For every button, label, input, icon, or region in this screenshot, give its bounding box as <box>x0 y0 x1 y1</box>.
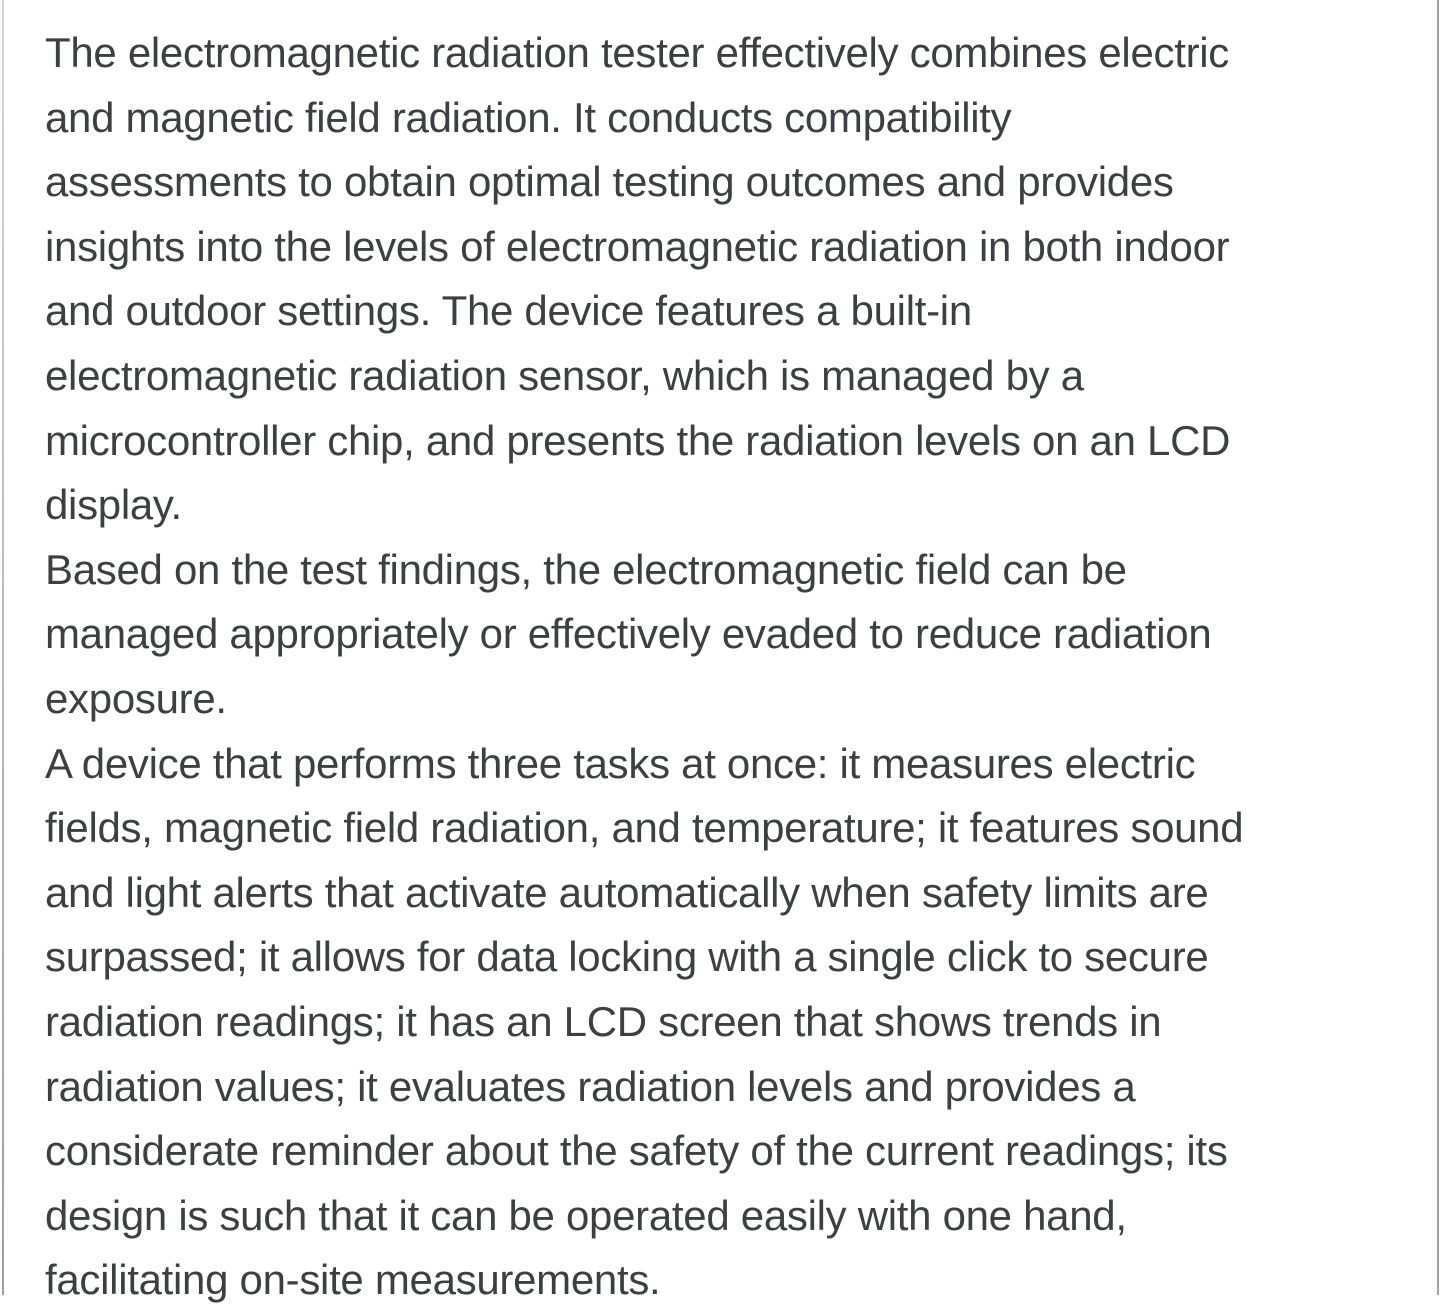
text-line: fields, magnetic field radiation, and temperature; it features sound <box>45 804 1244 852</box>
text-line: Based on the test findings, the electromagnetic field can be <box>45 545 1127 593</box>
text-line: facilitating on-site measurements. <box>45 1256 661 1304</box>
text-line: considerate reminder about the safety of the current readings; its <box>45 1127 1228 1175</box>
text-line: exposure. <box>45 674 227 722</box>
text-line: and magnetic field radiation. It conducts compatibility <box>45 93 1012 141</box>
screen-left-edge-line <box>2 0 4 1295</box>
screen-right-edge-line <box>1437 0 1439 1295</box>
text-line: display. <box>45 481 182 529</box>
text-line: radiation values; it evaluates radiation levels and provides a <box>45 1062 1136 1110</box>
text-line: design is such that it can be operated easily with one hand, <box>45 1191 1127 1239</box>
text-line: and outdoor settings. The device features a built-in <box>45 287 972 335</box>
text-line: managed appropriately or effectively evaded to reduce radiation <box>45 610 1212 658</box>
text-line: and light alerts that activate automatically when safety limits are <box>45 868 1209 916</box>
product-description-text <box>45 21 1420 1313</box>
text-line: surpassed; it allows for data locking with a single click to secure <box>45 933 1209 981</box>
text-line: insights into the levels of electromagnetic radiation in both indoor <box>45 222 1230 270</box>
text-line: The electromagnetic radiation tester effectively combines electric <box>45 29 1229 76</box>
text-line: microcontroller chip, and presents the radiation levels on an LCD <box>45 416 1231 464</box>
text-line: assessments to obtain optimal testing outcomes and provides <box>45 158 1174 206</box>
text-line: radiation readings; it has an LCD screen that shows trends in <box>45 997 1162 1045</box>
text-line: A device that performs three tasks at once: it measures electric <box>45 739 1196 787</box>
text-line: electromagnetic radiation sensor, which is managed by a <box>45 351 1084 399</box>
